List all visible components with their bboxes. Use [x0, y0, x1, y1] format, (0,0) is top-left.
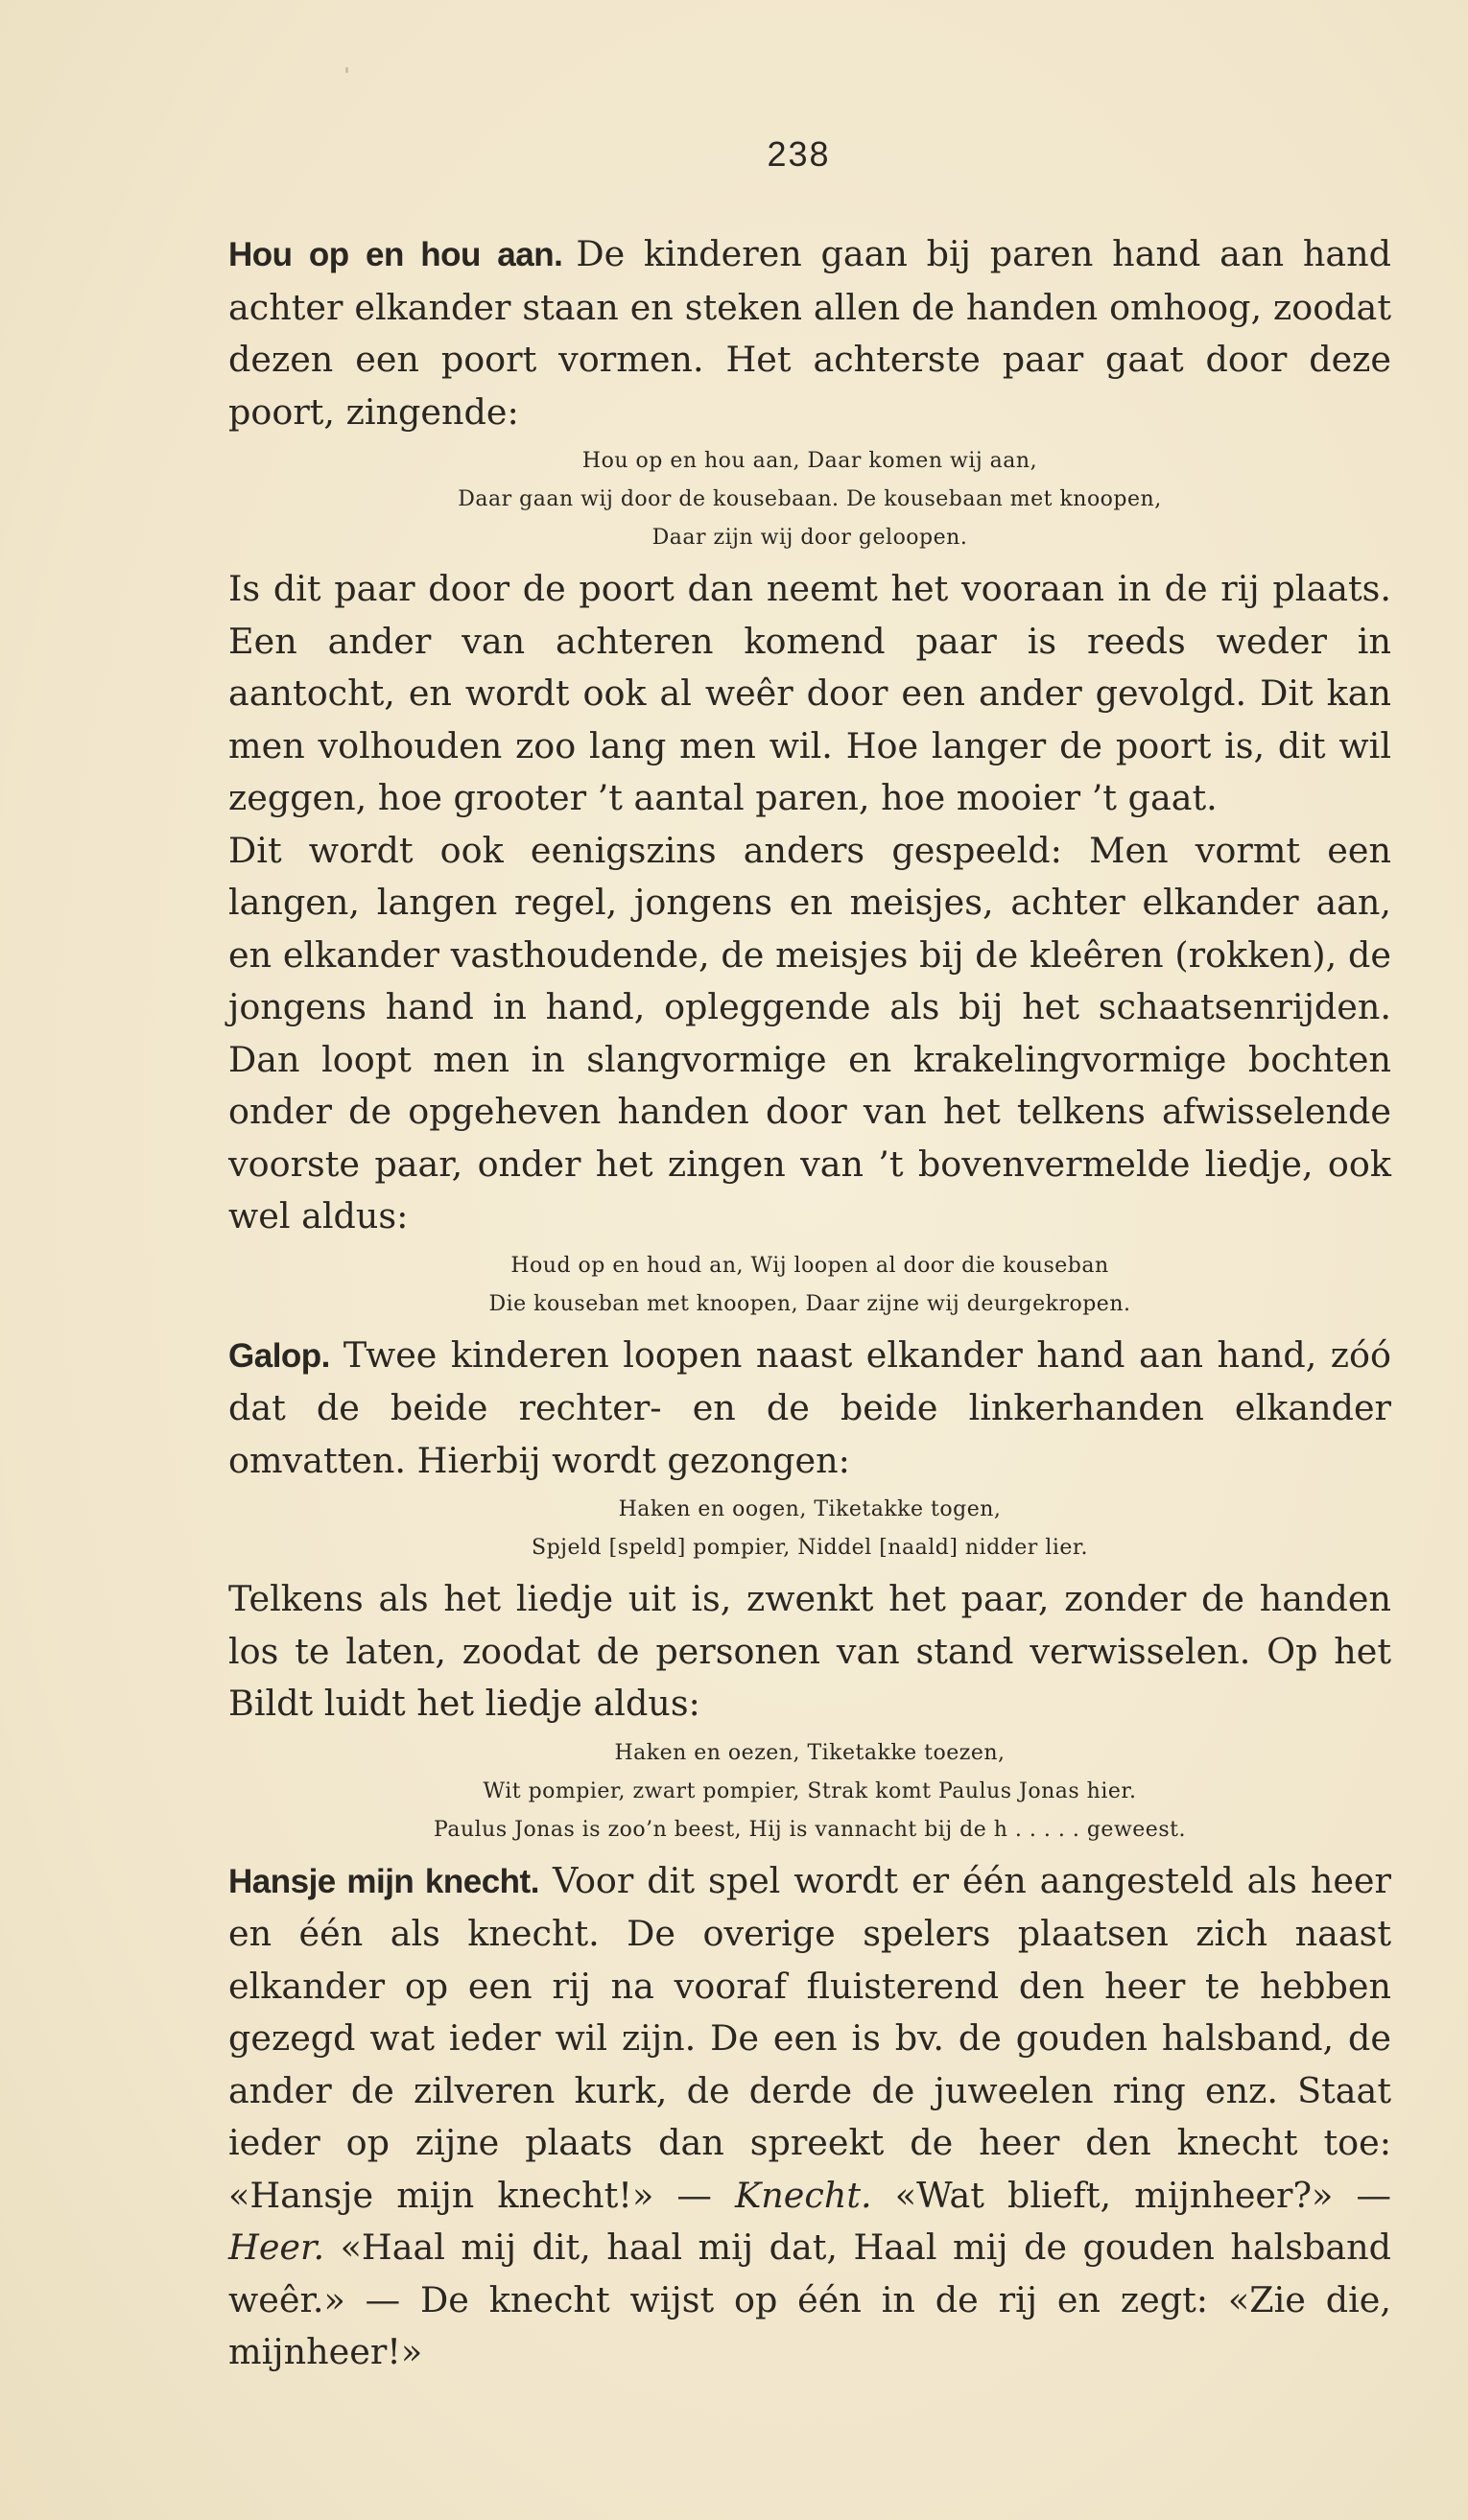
- verse-block-4: [228, 1734, 1391, 1849]
- paragraph-text: Telkens als het liedje uit is, zwenkt het paar, zonder de handen los te laten, zoodat de personen van stand verwisselen. Op het Bildt luidt het liedje aldus:: [228, 1578, 1391, 1724]
- paragraph-galop: [228, 1330, 1391, 1488]
- verse-line: Wit pompier, zwart pompier, Strak komt Paulus Jonas hier.: [483, 1778, 1137, 1803]
- verse-line: Spjeld [speld] pompier, Niddel [naald] nidder lier.: [532, 1536, 1088, 1560]
- speaker-role-knecht: Knecht.: [735, 2174, 872, 2216]
- paragraph-text: Dit wordt ook eenigszins anders gespeeld: Men vormt een langen, langen regel, jongens en meisjes, achter elkander aan, en elkander vasthoudende, de meisjes bij de kleêren (rokken), de jongens hand in hand, opleggende als bij het schaatsenrijden. Dan loopt men in slangvormige en krakelingvormige bochten onder de opgeheven handen door van het telkens afwisselende voorste paar, onder het zingen van ’t bovenvermelde liedje, ook wel aldus:: [228, 829, 1391, 1236]
- verse-block-2: [228, 1247, 1391, 1324]
- paragraph-text: De kinderen gaan bij paren hand aan hand achter elkander staan en steken allen de handen omhoog, zoodat dezen een poort vormen. Het achterste paar gaat door deze poort, zingende:: [228, 233, 1391, 433]
- page-number: 238: [767, 134, 831, 174]
- page-body: [228, 228, 1391, 2379]
- paragraph-text: Voor dit spel wordt er één aangesteld als heer en één als knecht. De overige spelers plaatsen zich naast elkander op een rij na vooraf fluisterend den heer te hebben gezegd wat ieder wil zijn. De een is bv. de gouden halsband, de ander de zilveren kurk, de derde de juweelen ring enz. Staat ieder op zijne plaats dan spreekt de heer den knecht toe: «Hansje mijn knecht!» —: [228, 1859, 1391, 2216]
- paragraph-hou-op: [228, 228, 1391, 438]
- section-heading-hansje: Hansje mijn knecht.: [228, 1862, 539, 1900]
- paragraph-telkens: [228, 1573, 1391, 1731]
- paragraph-text: Is dit paar door de poort dan neemt het vooraan in de rij plaats. Een ander van achteren komend paar is reeds weder in aantocht, en wordt ook al weêr door een ander gevolgd. Dit kan men volhouden zoo lang men wil. Hoe langer de poort is, dit wil zeggen, hoe grooter ’t aantal paren, hoe mooier ’t gaat.: [228, 568, 1391, 818]
- verse-line: Houd op en houd an, Wij loopen al door die kouseban: [510, 1253, 1109, 1278]
- verse-line: Die kouseban met knoopen, Daar zijne wij deurgekropen.: [488, 1291, 1131, 1316]
- verse-line: Paulus Jonas is zoo’n beest, Hij is vannacht bij de h . . . . . geweest.: [434, 1817, 1186, 1842]
- paper-speck: [345, 67, 348, 73]
- paragraph-text: «Wat blieft, mijnheer?» —: [894, 2174, 1391, 2216]
- verse-line: Haken en oogen, Tiketakke togen,: [618, 1497, 1002, 1521]
- section-heading-galop: Galop.: [228, 1336, 330, 1375]
- paragraph-dit-wordt: [228, 825, 1391, 1243]
- verse-line: Haken en oezen, Tiketakke toezen,: [614, 1740, 1006, 1765]
- verse-line: Hou op en hou aan, Daar komen wij aan,: [581, 449, 1038, 473]
- verse-block-3: [228, 1491, 1391, 1567]
- speaker-role-heer: Heer.: [228, 2226, 325, 2268]
- verse-block-1: [228, 442, 1391, 557]
- paragraph-is-dit-paar: [228, 563, 1391, 825]
- paragraph-text: Twee kinderen loopen naast elkander hand aan hand, zóó dat de beide rechter- en de beide linkerhanden elkander omvatten. Hierbij wordt gezongen:: [228, 1333, 1391, 1481]
- paragraph-text: «Haal mij dit, haal mij dat, Haal mij de gouden halsband weêr.» — De knecht wijst op één in de rij en zegt: «Zie die, mijnheer!»: [228, 2226, 1392, 2372]
- verse-line: Daar zijn wij door geloopen.: [651, 526, 968, 550]
- paragraph-hansje: [228, 1855, 1391, 2379]
- verse-line: Daar gaan wij door de kousebaan. De kousebaan met knoopen,: [458, 487, 1162, 511]
- section-heading-hou-op: Hou op en hou aan.: [228, 236, 563, 273]
